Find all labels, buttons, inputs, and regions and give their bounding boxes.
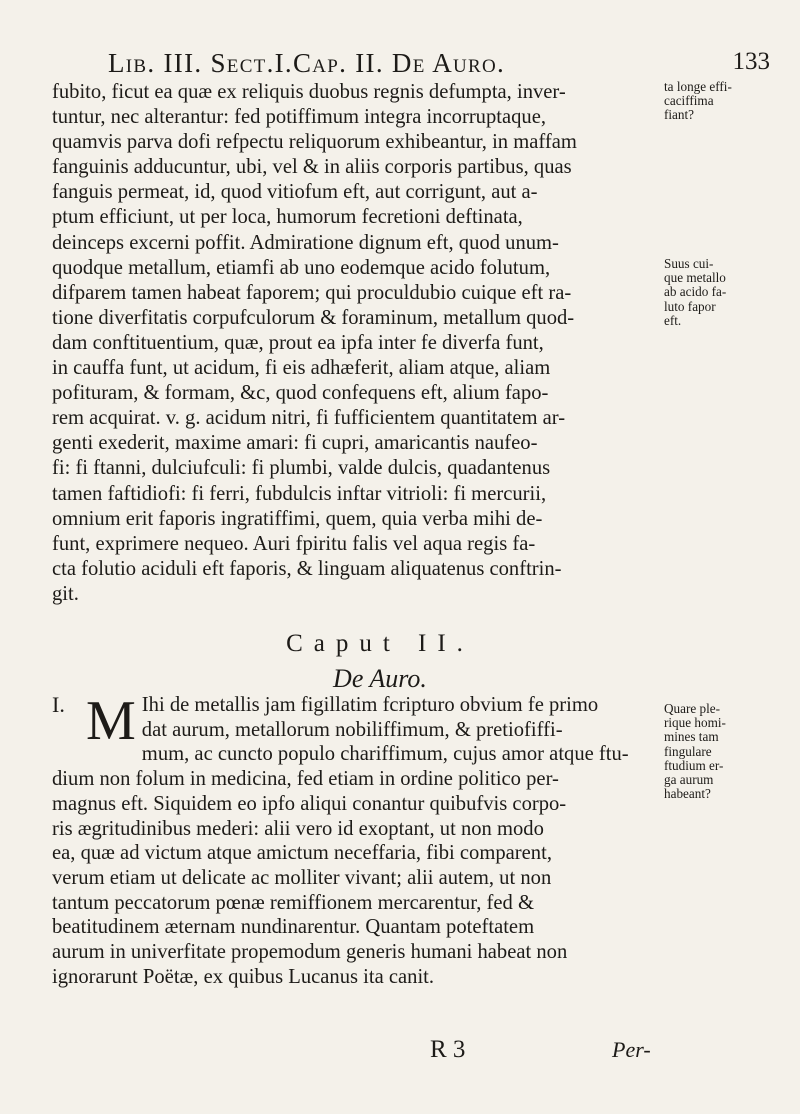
margin-note-line: eft. [664, 312, 682, 328]
text-line: aurum in univerfitate propemodum generis humani habeat non [52, 941, 568, 964]
drop-capital: M [86, 690, 136, 752]
text-line: ea, quæ ad victum atque amictum neceffaria, fibi comparent, [52, 842, 552, 865]
margin-note-line: ab acido fa- [664, 284, 727, 300]
text-line: fi: fi ftanni, dulciufculi: fi plumbi, valde dulcis, quadantenus [52, 457, 551, 480]
text-line: quamvis parva dofi refpectu reliquorum exhibeantur, in maffam [52, 131, 577, 154]
margin-note-line: que metallo [664, 270, 726, 286]
text-line: fanguis permeat, id, quod vitiofum eft, aut corrigunt, aut a- [52, 181, 538, 204]
text-line: difparem tamen habeat faporem; qui proculdubio cuique eft ra- [52, 281, 572, 304]
section-paragraph [52, 690, 657, 989]
margin-note [664, 80, 794, 123]
catchword: Per- [612, 1037, 651, 1062]
body-text [52, 80, 657, 607]
margin-note-line: mines tam [664, 729, 719, 745]
margin-note-line: luto fapor [664, 298, 716, 314]
text-line: omnium erit faporis ingratiffimi, quem, quia verba mihi de- [52, 507, 543, 530]
paragraph [52, 80, 657, 607]
text-line: mum, ac cuncto populo chariffimum, cujus amor atque ftu- [141, 743, 629, 766]
margin-note-line: ta longe effi- [664, 79, 732, 94]
text-line: dat aurum, metallorum nobiliffimum, & pretiofiffi- [141, 718, 563, 741]
running-head-text: Lib. III. Sect.I.Cap. II. De Auro. [108, 48, 506, 78]
text-line: genti exederit, maxime amari: fi cupri, amaricantis naufeo- [52, 432, 538, 455]
text-line: fubito, ficut ea quæ ex reliquis duobus regnis defumpta, inver- [52, 81, 566, 103]
text-line: beatitudinem æternam nundinarentur. Quantam poteftatem [52, 916, 535, 939]
text-line: deinceps excerni poffit. Admiratione dignum eft, quod unum- [52, 231, 559, 254]
text-line: in cauffa funt, ut acidum, fi eis adhæferit, aliam atque, aliam [52, 357, 551, 380]
margin-note-line: Quare ple- [664, 701, 721, 716]
text-line: Ihi de metallis jam figillatim fcripturo obvium fe primo [141, 694, 599, 716]
margin-note-line: fingulare [664, 743, 712, 759]
text-line: ignorarunt Poëtæ, ex quibus Lucanus ita canit. [52, 965, 435, 988]
margin-note-line: fiant? [664, 107, 695, 123]
text-line: ptum efficiunt, ut per loca, humorum fecretioni deftinata, [52, 206, 523, 229]
signature-mark: R 3 [430, 1036, 466, 1063]
margin-note-line: caciffima [664, 93, 714, 109]
margin-note [664, 702, 794, 801]
margin-note [664, 257, 794, 328]
text-line: quodque metallum, etiamfi ab uno eodemque acido folutum, [52, 256, 551, 279]
margin-note-line: Suus cui- [664, 256, 714, 271]
margin-note-line: rique homi- [664, 715, 726, 731]
margin-note-line: habeant? [664, 786, 711, 802]
text-line: funt, exprimere nequeo. Auri fpiritu falis vel aqua regis fa- [52, 532, 536, 555]
text-line: rem acquirat. v. g. acidum nitri, fi fufficientem quantitatem ar- [52, 407, 566, 430]
text-line: tione diverfitatis corpufculorum & foraminum, metallum quod- [52, 306, 575, 329]
text-line: tantum peccatorum pœnæ remiffionem mercarentur, fed & [52, 891, 535, 914]
text-line: ris ægritudinibus mederi: alii vero id exoptant, ut non modo [52, 817, 544, 840]
chapter-subheading: De Auro. [333, 664, 427, 693]
text-line: cta folutio aciduli eft faporis, & linguam aliquatenus conftrin- [52, 557, 562, 580]
text-line: dam conftituentium, quæ, prout ea ipfa inter fe diverfa funt, [52, 331, 544, 354]
chapter-heading: Caput II. [286, 630, 474, 657]
text-line: fanguinis adducuntur, ubi, vel & in aliis corporis partibus, quas [52, 156, 572, 179]
text-line: git. [52, 582, 79, 605]
text-line: tamen faftidiofi: fi ferri, fubdulcis inftar vitrioli: fi mercurii, [52, 482, 547, 505]
running-header [108, 48, 770, 79]
text-line: tuntur, nec alterantur: fed potiffimum integra incorruptaque, [52, 106, 547, 129]
margin-note-line: ga aurum [664, 772, 714, 788]
section-number: I. [52, 692, 65, 717]
text-line: magnus eft. Siquidem eo ipfo aliqui conantur quibufvis corpo- [52, 792, 567, 815]
page-number: 133 [732, 48, 770, 75]
text-line: pofituram, & formam, &c, quod confequens eft, alium fapo- [52, 382, 549, 405]
margin-note-line: ftudium er- [664, 757, 724, 773]
text-line: dium non folum in medicina, fed etiam in ordine politico per- [52, 768, 559, 791]
text-line: verum etiam ut delicate ac molliter vivant; alii autem, ut non [52, 866, 552, 889]
